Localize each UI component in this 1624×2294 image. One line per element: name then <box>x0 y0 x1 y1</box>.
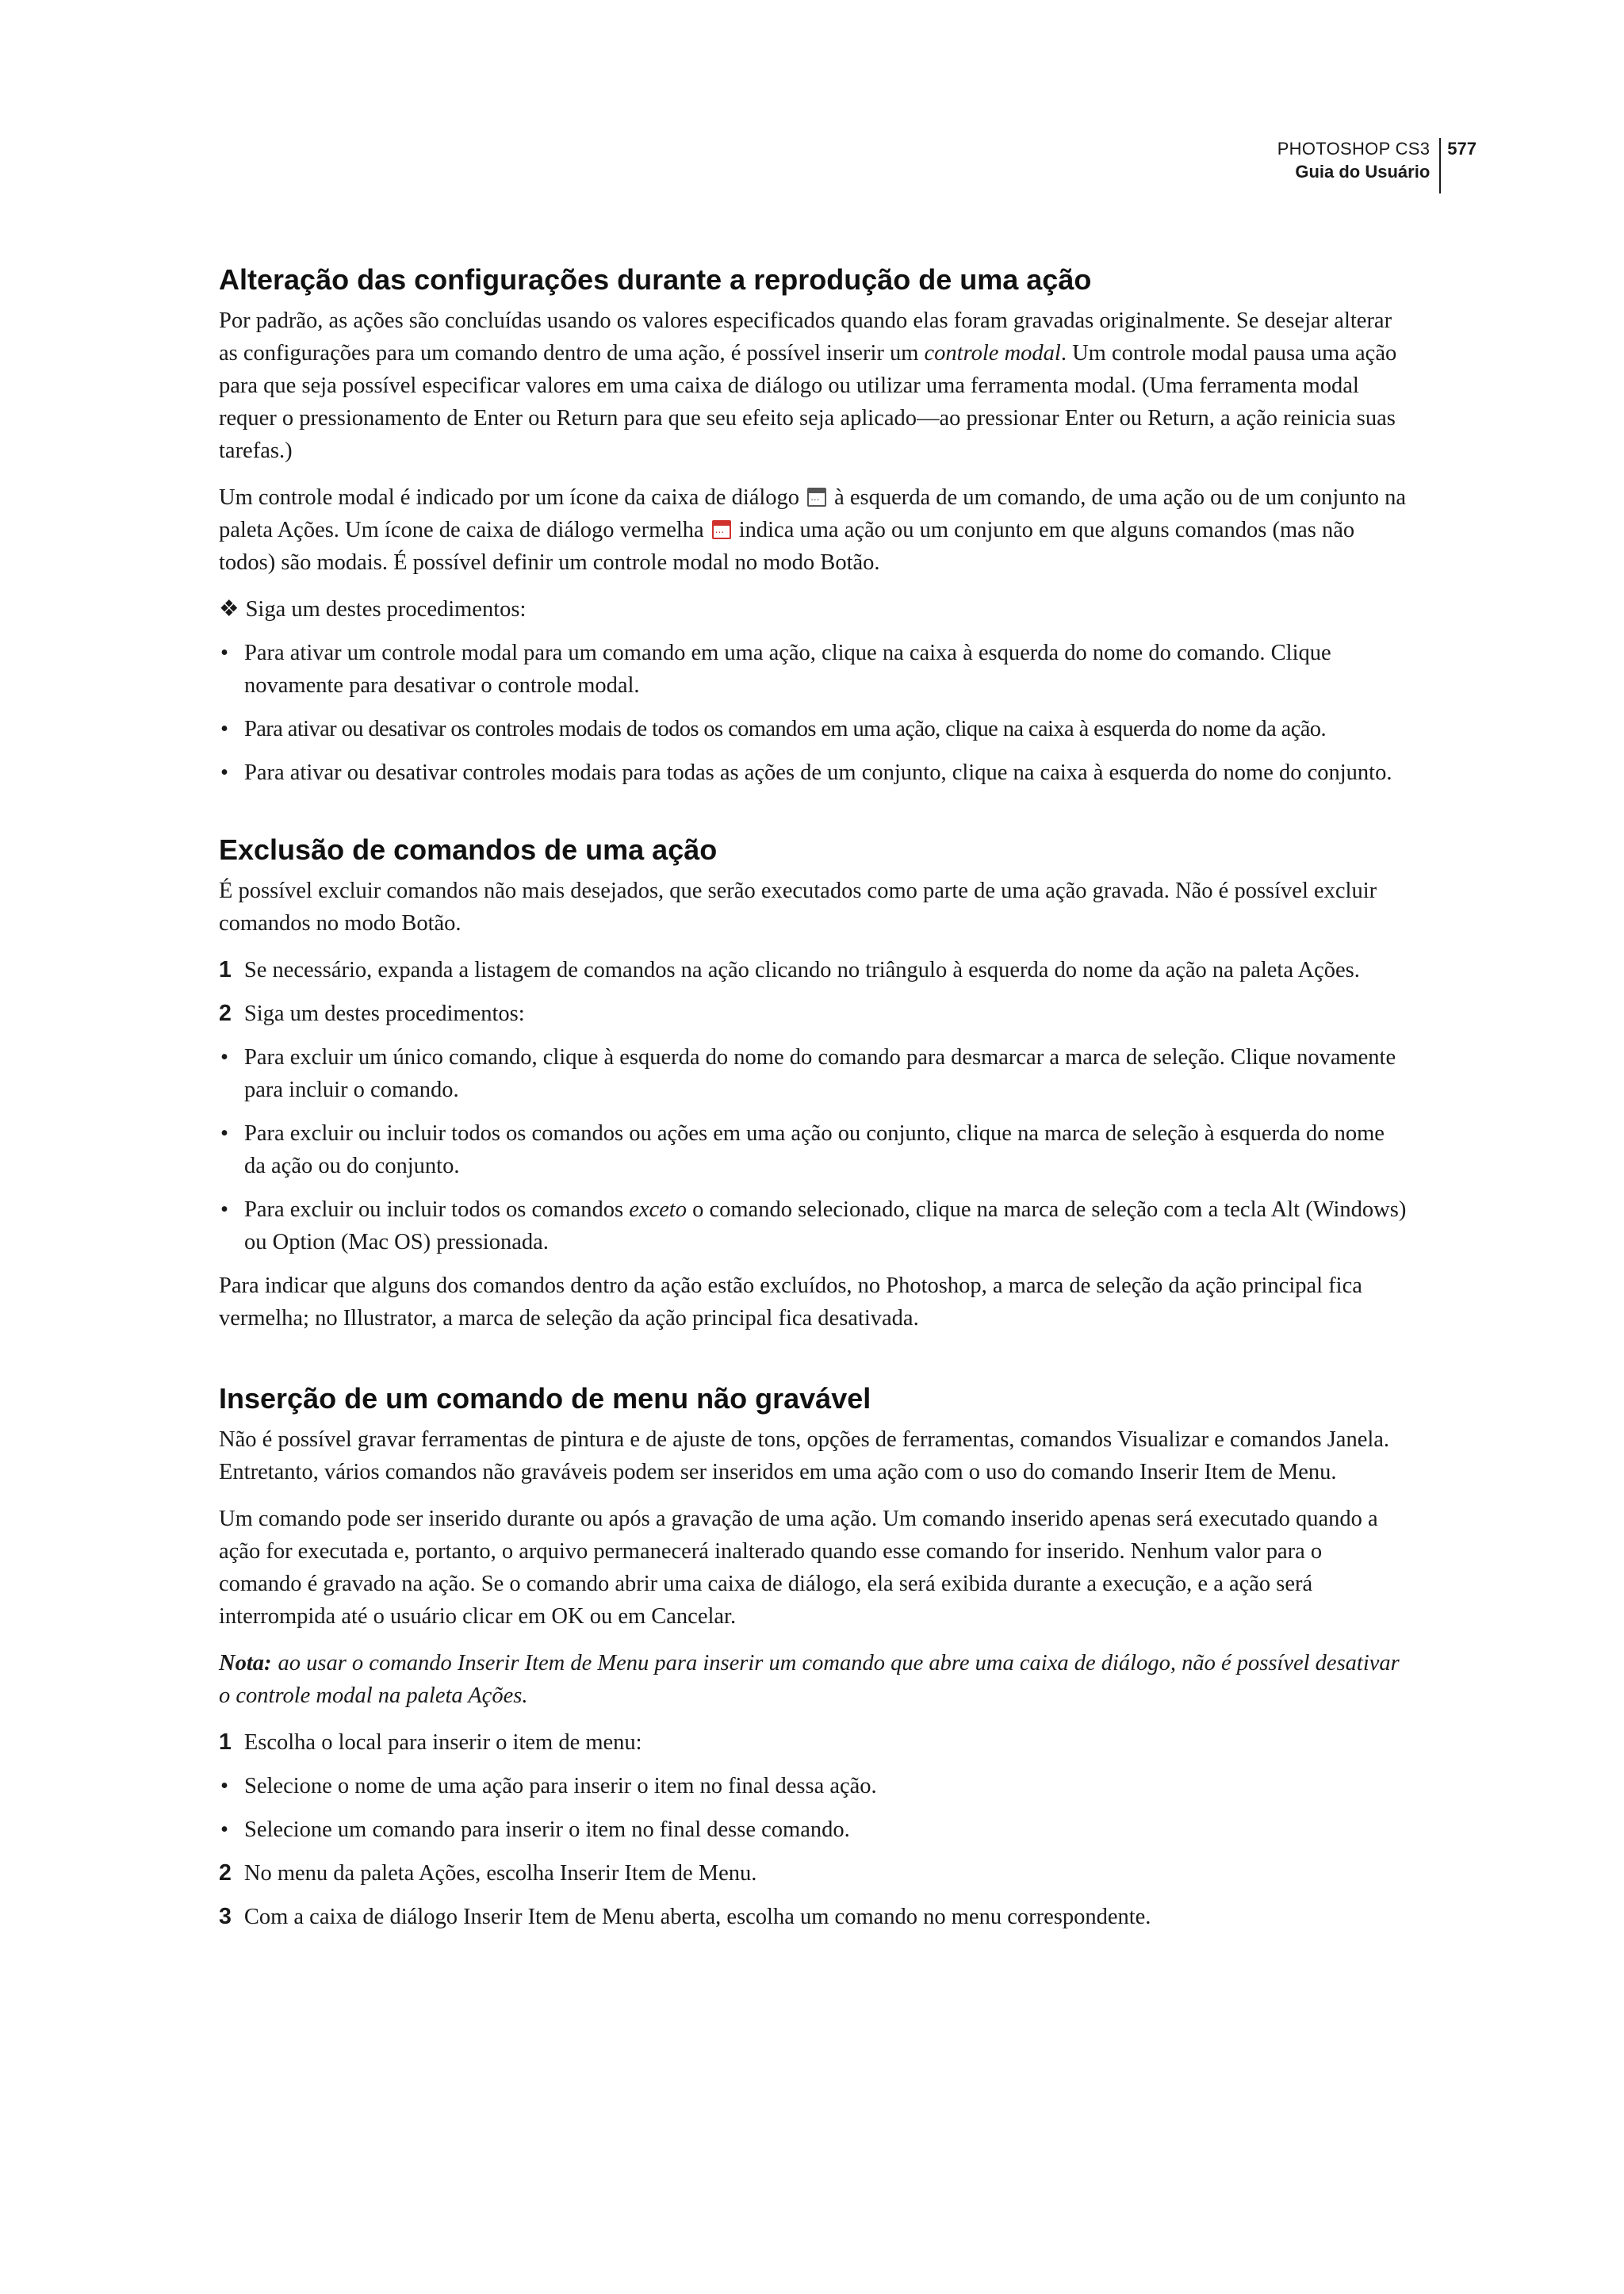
text-run: o comando selecionado, clique na marca de seleção com a tecla Alt (Windows) ou Option (Mac OS) pressionada. <box>244 1197 1407 1254</box>
list-item <box>219 1813 1408 1846</box>
text-run: . Um controle modal pausa uma ação para que seja possível especificar valores em uma caixa de diálogo ou utilizar uma ferramenta modal. (Uma ferramenta modal requer o pressionamento de Enter ou Return para que seu efeito seja aplicado—ao pressionar Enter ou Return, a ação reinicia suas tarefas.) <box>219 341 1397 463</box>
header-product: PHOTOSHOP CS3 <box>1277 139 1431 159</box>
note-label: Nota: <box>219 1651 272 1676</box>
paragraph: Um comando pode ser inserido durante ou após a gravação de uma ação. Um comando inserido apenas será executado quando a ação for executada e, portanto, o arquivo permanecerá inalterado quando esse comando for inserido. Nenhum valor para o comando é gravado na ação. Se o comando abrir uma caixa de diálogo, ela será exibida durante a execução, e a ação será interrompida até o usuário clicar em OK ou em Cancelar. <box>219 1507 1378 1629</box>
numbered-step <box>219 1857 1408 1890</box>
step-number: 3 <box>219 1904 232 1929</box>
text-run: Siga um destes procedimentos: <box>243 1001 525 1026</box>
text-run: No menu da paleta Ações, escolha Inserir Item de Menu. <box>243 1861 757 1886</box>
paragraph <box>219 481 1408 579</box>
running-header <box>1277 138 1477 193</box>
emphasis-term: controle modal <box>924 341 1061 366</box>
text-run: Com a caixa de diálogo Inserir Item de Menu aberta, escolha um comando no menu correspondente. <box>243 1905 1151 1929</box>
list-item <box>219 1193 1408 1258</box>
text-run: Selecione o nome de uma ação para inserir o item no final dessa ação. <box>244 1774 877 1798</box>
text-run: Para ativar ou desativar controles modais para todas as ações de um conjunto, clique na caixa à esquerda do nome do conjunto. <box>244 760 1392 785</box>
list-item <box>219 1117 1408 1182</box>
note-text: ao usar o comando Inserir Item de Menu para inserir um comando que abre uma caixa de diálogo, não é possível desativar o controle modal na paleta Ações. <box>219 1651 1400 1708</box>
bullet-icon: • <box>220 641 228 665</box>
numbered-step <box>219 1901 1408 1933</box>
text-run: Para excluir um único comando, clique à esquerda do nome do comando para desmarcar a marca de seleção. Clique novamente para incluir o comando. <box>244 1045 1396 1102</box>
procedure-intro <box>219 593 1408 626</box>
section-title: Alteração das configurações durante a reprodução de uma ação <box>219 263 1092 296</box>
header-titles <box>1277 138 1442 193</box>
header-guide: Guia do Usuário <box>1295 162 1431 182</box>
text-run: Para excluir ou incluir todos os comandos <box>244 1197 630 1222</box>
list-item <box>219 1770 1408 1802</box>
text-run: Siga um destes procedimentos: <box>245 597 527 622</box>
emphasis-term: exceto <box>629 1197 687 1222</box>
diamond-bullet-icon: ❖ <box>219 597 239 622</box>
text-run: Selecione um comando para inserir o item no final desse comando. <box>244 1817 850 1842</box>
text-run: Para ativar ou desativar os controles modais de todos os comandos em uma ação, clique na caixa à esquerda do nome da ação. <box>244 717 1326 741</box>
paragraph: Para indicar que alguns dos comandos dentro da ação estão excluídos, no Photoshop, a marca de seleção da ação principal fica vermelha; no Illustrator, a marca de seleção da ação principal fica desativada. <box>219 1273 1362 1331</box>
note <box>219 1647 1408 1712</box>
list-item <box>219 756 1408 789</box>
text-run: Por padrão, as ações são concluídas usando os valores especificados quando elas foram gravadas originalmente. Se desejar alterar as configurações para um comando dentro de uma ação, é possível inserir um <box>219 308 1392 366</box>
step-number: 2 <box>219 1001 232 1026</box>
bullet-icon: • <box>220 1045 228 1070</box>
section-gap <box>219 1349 1408 1381</box>
step-number: 1 <box>219 1729 232 1755</box>
paragraph: Não é possível gravar ferramentas de pintura e de ajuste de tons, opções de ferramentas, comandos Visualizar e comandos Janela. Entretanto, vários comandos não graváveis podem ser inseridos em uma ação com o uso do comando Inserir Item de Menu. <box>219 1427 1390 1484</box>
paragraph <box>219 304 1408 467</box>
page-number: 577 <box>1447 139 1477 159</box>
step-number: 2 <box>219 1860 232 1886</box>
numbered-step <box>219 1726 1408 1759</box>
section-title: Exclusão de comandos de uma ação <box>219 833 718 866</box>
bullet-icon: • <box>220 717 228 741</box>
list-item <box>219 1041 1408 1106</box>
text-run: indica uma ação ou um conjunto em que alguns comandos (mas não todos) são modais. É possível definir um controle modal no modo Botão. <box>219 518 1355 575</box>
text-run: Para ativar um controle modal para um comando em uma ação, clique na caixa à esquerda do nome do comando. Clique novamente para desativar o controle modal. <box>244 641 1331 698</box>
bullet-icon: • <box>220 1817 228 1842</box>
text-run: Se necessário, expanda a listagem de comandos na ação clicando no triângulo à esquerda do nome da ação na paleta Ações. <box>243 958 1360 982</box>
text-run: Escolha o local para inserir o item de menu: <box>243 1730 642 1755</box>
text-run: Para excluir ou incluir todos os comandos ou ações em uma ação ou conjunto, clique na marca de seleção à esquerda do nome da ação ou do conjunto. <box>244 1121 1385 1178</box>
list-item <box>219 637 1408 702</box>
bullet-icon: • <box>220 1197 228 1222</box>
page-content <box>219 262 1408 1944</box>
bullet-icon: • <box>220 1121 228 1146</box>
paragraph: É possível excluir comandos não mais desejados, que serão executados como parte de uma ação gravada. Não é possível excluir comandos no modo Botão. <box>219 879 1377 936</box>
dialog-box-icon <box>807 488 826 507</box>
list-item <box>219 713 1408 745</box>
bullet-icon: • <box>220 1774 228 1798</box>
section-gap <box>219 800 1408 832</box>
section-title: Inserção de um comando de menu não gravável <box>219 1382 871 1415</box>
text-run: Um controle modal é indicado por um ícone da caixa de diálogo <box>219 485 800 510</box>
text-run: à esquerda de um comando, de uma ação ou de um conjunto na paleta Ações. Um ícone de caixa de diálogo vermelha <box>219 485 1407 542</box>
step-number: 1 <box>219 957 232 982</box>
dialog-box-red-icon <box>712 520 731 539</box>
numbered-step <box>219 998 1408 1030</box>
bullet-icon: • <box>220 760 228 785</box>
numbered-step <box>219 954 1408 986</box>
